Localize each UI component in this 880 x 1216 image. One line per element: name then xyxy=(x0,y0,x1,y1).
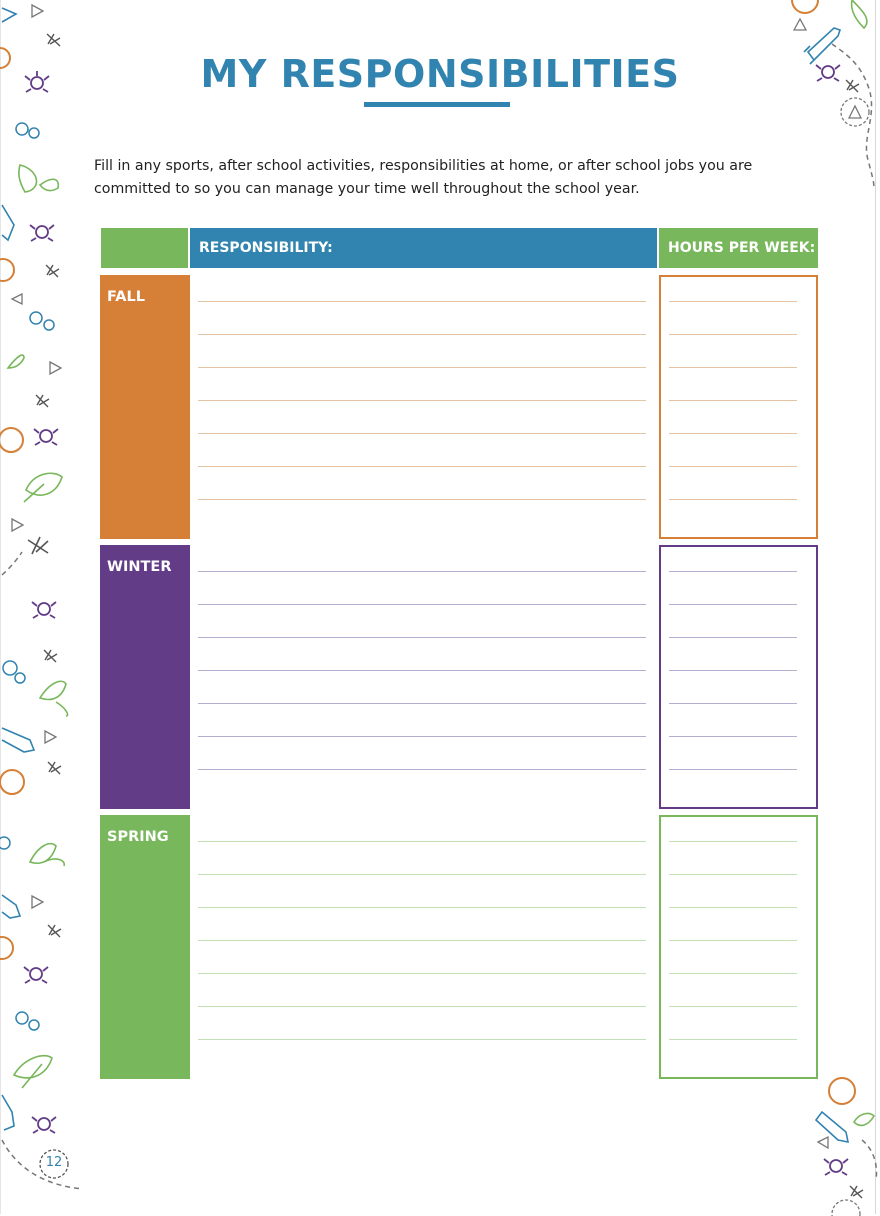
airplane-icon xyxy=(46,265,59,277)
writing-line xyxy=(198,604,646,605)
writing-line xyxy=(669,769,797,770)
header-responsibility: RESPONSIBILITY: xyxy=(190,228,657,268)
gear-icon xyxy=(0,837,10,849)
writing-line xyxy=(669,703,797,704)
airplane-icon xyxy=(850,1186,863,1198)
triangle-icon xyxy=(45,731,56,743)
left-decorations xyxy=(0,0,80,1216)
header-hours-per-week: HOURS PER WEEK: xyxy=(659,228,818,268)
season-label-fall: FALL xyxy=(100,275,190,539)
writing-line xyxy=(198,400,646,401)
airplane-icon xyxy=(44,650,57,662)
leaf-icon xyxy=(852,0,867,28)
virus-icon xyxy=(32,602,56,618)
leaf-icon xyxy=(30,844,64,866)
writing-line xyxy=(669,1039,797,1040)
writing-line xyxy=(669,670,797,671)
planet-icon xyxy=(0,428,23,452)
gear-icon xyxy=(16,1012,39,1030)
virus-icon xyxy=(24,967,48,983)
gear-icon xyxy=(30,312,54,330)
leaf-icon xyxy=(14,1056,52,1088)
writing-line xyxy=(669,736,797,737)
writing-line xyxy=(669,400,797,401)
planet-icon xyxy=(0,48,10,68)
triangle-icon xyxy=(50,362,61,374)
right-decorations xyxy=(790,0,880,1216)
planet-icon xyxy=(829,1078,855,1104)
leaf-icon xyxy=(854,1114,874,1126)
writing-line xyxy=(669,874,797,875)
planet-icon xyxy=(0,259,14,281)
writing-line xyxy=(198,433,646,434)
writing-line xyxy=(198,301,646,302)
airplane-icon xyxy=(28,537,48,554)
writing-line xyxy=(669,973,797,974)
writing-line xyxy=(198,1039,646,1040)
writing-line xyxy=(198,940,646,941)
writing-line xyxy=(669,841,797,842)
writing-line xyxy=(198,499,646,500)
writing-line xyxy=(198,874,646,875)
header-blank-cell xyxy=(101,228,188,268)
leaf-icon xyxy=(19,165,58,192)
writing-line xyxy=(198,571,646,572)
writing-line xyxy=(669,637,797,638)
writing-line xyxy=(198,907,646,908)
triangle-icon xyxy=(12,294,22,304)
triangle-icon xyxy=(818,1137,828,1148)
triangle-icon xyxy=(12,519,23,531)
writing-line xyxy=(198,1006,646,1007)
dashed-path xyxy=(862,1140,876,1180)
responsibility-area-winter[interactable] xyxy=(190,545,657,809)
virus-icon xyxy=(816,65,840,81)
intro-text: Fill in any sports, after school activities, responsibilities at home, or after school jobs you are committed to so you can manage your time well throughout the school year. xyxy=(94,158,753,197)
writing-line xyxy=(669,334,797,335)
rocket-icon xyxy=(2,205,14,240)
writing-line xyxy=(669,1006,797,1007)
airplane-icon xyxy=(48,762,61,774)
triangle-icon xyxy=(794,19,806,30)
writing-line xyxy=(669,433,797,434)
page-title: MY RESPONSIBILITIES xyxy=(200,52,680,96)
virus-icon xyxy=(32,1117,56,1133)
dashed-path xyxy=(2,552,22,575)
responsibility-area-spring[interactable] xyxy=(190,815,657,1079)
writing-line xyxy=(669,466,797,467)
gear-icon xyxy=(3,661,25,683)
airplane-icon xyxy=(36,395,49,407)
virus-icon xyxy=(824,1159,848,1175)
writing-line xyxy=(669,604,797,605)
writing-line xyxy=(198,736,646,737)
title-underline xyxy=(364,102,510,107)
responsibility-area-fall[interactable] xyxy=(190,275,657,539)
leaf-icon xyxy=(24,473,62,502)
writing-line xyxy=(669,907,797,908)
page-number: 12 xyxy=(45,1155,63,1170)
writing-line xyxy=(669,499,797,500)
writing-line xyxy=(198,466,646,467)
rocket-icon xyxy=(2,8,16,22)
writing-line xyxy=(198,703,646,704)
writing-line xyxy=(198,973,646,974)
planet-icon xyxy=(792,0,818,13)
writing-line xyxy=(198,334,646,335)
season-label-winter: WINTER xyxy=(100,545,190,809)
season-label-spring: SPRING xyxy=(100,815,190,1079)
rocket-icon xyxy=(816,1112,848,1142)
triangle-circle xyxy=(841,98,869,126)
virus-icon xyxy=(30,225,54,241)
writing-line xyxy=(669,301,797,302)
triangle-icon xyxy=(849,106,861,118)
triangle-icon xyxy=(32,5,43,17)
gear-icon xyxy=(16,123,39,138)
writing-line xyxy=(198,367,646,368)
triangle-circle xyxy=(832,1200,860,1216)
planet-icon xyxy=(0,770,24,794)
airplane-icon xyxy=(47,34,60,46)
rocket-icon xyxy=(2,1095,14,1130)
leaf-icon xyxy=(40,681,68,716)
writing-line xyxy=(669,940,797,941)
writing-line xyxy=(669,571,797,572)
leaf-icon xyxy=(8,355,24,368)
writing-line xyxy=(198,670,646,671)
rocket-icon xyxy=(2,728,34,752)
planet-icon xyxy=(0,937,13,959)
airplane-icon xyxy=(48,925,61,937)
writing-line xyxy=(198,637,646,638)
airplane-icon xyxy=(846,80,859,92)
writing-line xyxy=(198,841,646,842)
virus-icon xyxy=(34,429,58,445)
triangle-icon xyxy=(32,896,43,908)
rocket-icon xyxy=(2,895,20,918)
virus-icon xyxy=(25,71,49,92)
writing-line xyxy=(669,367,797,368)
writing-line xyxy=(198,769,646,770)
